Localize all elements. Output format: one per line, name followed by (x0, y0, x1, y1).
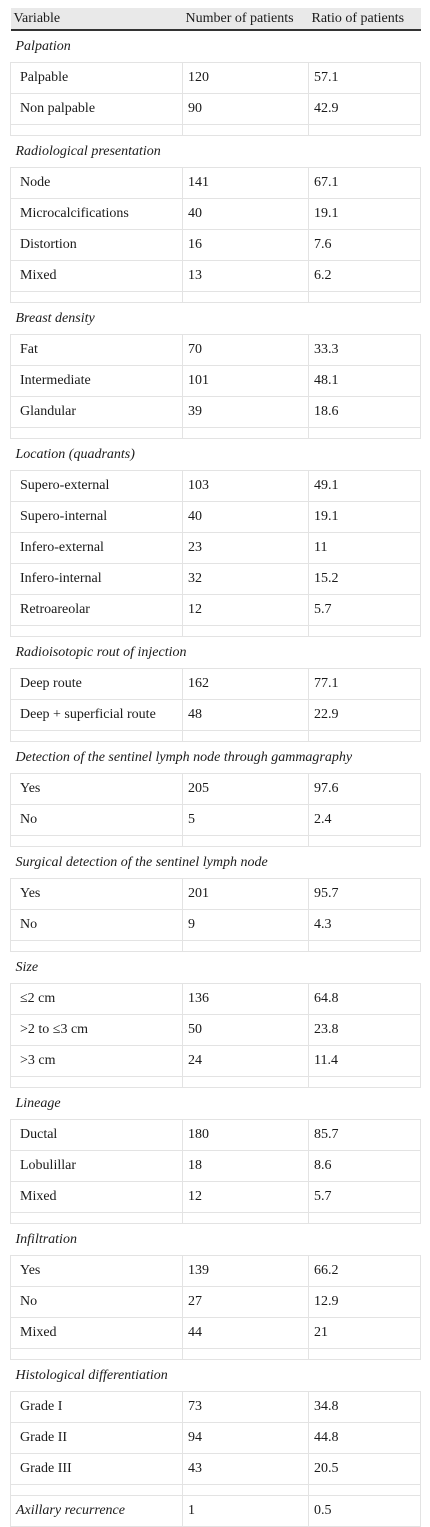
row-label: Node (11, 168, 183, 199)
row-ratio-of-patients: 49.1 (309, 471, 421, 502)
header-ratio-of-patients: Ratio of patients (309, 8, 421, 30)
row-label: ≤2 cm (11, 984, 183, 1015)
row-ratio-of-patients: 21 (309, 1318, 421, 1349)
table-row (11, 63, 421, 94)
table-row (11, 1256, 421, 1287)
table-row (11, 1287, 421, 1318)
row-label: Lobulillar (11, 1151, 183, 1182)
row-ratio-of-patients: 85.7 (309, 1120, 421, 1151)
row-label: Infero-external (11, 533, 183, 564)
row-ratio-of-patients: 42.9 (309, 94, 421, 125)
patient-characteristics-table (10, 8, 421, 1527)
row-number-of-patients: 101 (183, 366, 309, 397)
row-number-of-patients: 16 (183, 230, 309, 261)
group-title: Infiltration (11, 1224, 421, 1256)
row-ratio-of-patients: 20.5 (309, 1454, 421, 1485)
table-row (11, 502, 421, 533)
row-number-of-patients: 180 (183, 1120, 309, 1151)
row-number-of-patients: 48 (183, 700, 309, 731)
group-title: Radioisotopic rout of injection (11, 637, 421, 669)
row-ratio-of-patients: 8.6 (309, 1151, 421, 1182)
row-number-of-patients: 27 (183, 1287, 309, 1318)
spacer-cell (11, 125, 183, 136)
table-row (11, 335, 421, 366)
row-ratio-of-patients: 44.8 (309, 1423, 421, 1454)
row-ratio-of-patients: 11.4 (309, 1046, 421, 1077)
row-ratio-of-patients: 67.1 (309, 168, 421, 199)
group-heading-row (11, 742, 421, 774)
spacer-cell (183, 836, 309, 847)
table-row (11, 168, 421, 199)
row-label: Mixed (11, 261, 183, 292)
spacer-cell (11, 1485, 183, 1496)
row-number-of-patients: 13 (183, 261, 309, 292)
row-ratio-of-patients: 4.3 (309, 910, 421, 941)
row-number-of-patients: 90 (183, 94, 309, 125)
row-number-of-patients: 73 (183, 1392, 309, 1423)
table-row (11, 1015, 421, 1046)
row-label: Yes (11, 1256, 183, 1287)
table-row (11, 774, 421, 805)
row-ratio-of-patients: 48.1 (309, 366, 421, 397)
spacer-cell (309, 626, 421, 637)
spacer-cell (309, 428, 421, 439)
row-ratio-of-patients: 66.2 (309, 1256, 421, 1287)
row-label: Microcalcifications (11, 199, 183, 230)
spacer-cell (11, 941, 183, 952)
row-number-of-patients: 32 (183, 564, 309, 595)
row-label: Ductal (11, 1120, 183, 1151)
row-label: Grade I (11, 1392, 183, 1423)
row-number-of-patients: 5 (183, 805, 309, 836)
table-row (11, 1454, 421, 1485)
row-label: Supero-external (11, 471, 183, 502)
table-row (11, 1151, 421, 1182)
row-number-of-patients: 39 (183, 397, 309, 428)
row-ratio-of-patients: 33.3 (309, 335, 421, 366)
table-row (11, 805, 421, 836)
row-label: Glandular (11, 397, 183, 428)
row-label: Distortion (11, 230, 183, 261)
table-row (11, 230, 421, 261)
group-spacer-row (11, 941, 421, 952)
spacer-cell (11, 1213, 183, 1224)
row-ratio-of-patients: 5.7 (309, 595, 421, 626)
group-title: Radiological presentation (11, 136, 421, 168)
row-ratio-of-patients: 97.6 (309, 774, 421, 805)
spacer-cell (309, 1213, 421, 1224)
table-row (11, 366, 421, 397)
spacer-cell (11, 731, 183, 742)
table-row (11, 1318, 421, 1349)
group-title: Size (11, 952, 421, 984)
row-ratio-of-patients: 11 (309, 533, 421, 564)
row-label: >3 cm (11, 1046, 183, 1077)
row-ratio-of-patients: 19.1 (309, 502, 421, 533)
spacer-cell (309, 941, 421, 952)
group-heading-row (11, 439, 421, 471)
table-row (11, 1423, 421, 1454)
table-row (11, 261, 421, 292)
row-ratio-of-patients: 7.6 (309, 230, 421, 261)
table-row (11, 669, 421, 700)
group-spacer-row (11, 626, 421, 637)
table-row (11, 879, 421, 910)
table-row (11, 199, 421, 230)
group-title: Histological differentiation (11, 1360, 421, 1392)
row-label: No (11, 1287, 183, 1318)
group-title: Lineage (11, 1088, 421, 1120)
row-label: Grade II (11, 1423, 183, 1454)
group-spacer-row (11, 1349, 421, 1360)
spacer-cell (11, 1077, 183, 1088)
row-number-of-patients: 18 (183, 1151, 309, 1182)
row-label: Non palpable (11, 94, 183, 125)
final-row-ratio-of-patients: 0.5 (309, 1496, 421, 1527)
group-heading-row (11, 136, 421, 168)
row-ratio-of-patients: 12.9 (309, 1287, 421, 1318)
spacer-cell (309, 292, 421, 303)
spacer-cell (309, 125, 421, 136)
table-row (11, 1120, 421, 1151)
row-number-of-patients: 201 (183, 879, 309, 910)
group-title: Location (quadrants) (11, 439, 421, 471)
row-ratio-of-patients: 64.8 (309, 984, 421, 1015)
row-ratio-of-patients: 2.4 (309, 805, 421, 836)
group-heading-row (11, 847, 421, 879)
row-label: Fat (11, 335, 183, 366)
group-title: Breast density (11, 303, 421, 335)
row-number-of-patients: 44 (183, 1318, 309, 1349)
group-spacer-row (11, 731, 421, 742)
group-heading-row (11, 952, 421, 984)
table-row (11, 564, 421, 595)
spacer-cell (183, 626, 309, 637)
row-label: Yes (11, 774, 183, 805)
table-row (11, 1392, 421, 1423)
spacer-cell (11, 292, 183, 303)
row-number-of-patients: 12 (183, 595, 309, 626)
row-label: Retroareolar (11, 595, 183, 626)
group-spacer-row (11, 836, 421, 847)
row-ratio-of-patients: 57.1 (309, 63, 421, 94)
spacer-cell (309, 836, 421, 847)
final-row-number-of-patients: 1 (183, 1496, 309, 1527)
row-number-of-patients: 9 (183, 910, 309, 941)
row-label: >2 to ≤3 cm (11, 1015, 183, 1046)
group-spacer-row (11, 125, 421, 136)
group-spacer-row (11, 1485, 421, 1496)
spacer-cell (183, 941, 309, 952)
group-heading-row (11, 303, 421, 335)
row-label: Mixed (11, 1318, 183, 1349)
table-row (11, 1046, 421, 1077)
spacer-cell (183, 292, 309, 303)
row-ratio-of-patients: 15.2 (309, 564, 421, 595)
spacer-cell (183, 1485, 309, 1496)
table-row (11, 94, 421, 125)
row-number-of-patients: 40 (183, 199, 309, 230)
group-spacer-row (11, 1213, 421, 1224)
table-row (11, 984, 421, 1015)
row-number-of-patients: 50 (183, 1015, 309, 1046)
row-number-of-patients: 103 (183, 471, 309, 502)
spacer-cell (11, 626, 183, 637)
row-ratio-of-patients: 95.7 (309, 879, 421, 910)
group-heading-row (11, 30, 421, 63)
group-spacer-row (11, 428, 421, 439)
group-heading-row (11, 1360, 421, 1392)
table-body (11, 30, 421, 1527)
row-ratio-of-patients: 34.8 (309, 1392, 421, 1423)
row-number-of-patients: 40 (183, 502, 309, 533)
header-number-of-patients: Number of patients (183, 8, 309, 30)
table-row (11, 397, 421, 428)
group-title: Detection of the sentinel lymph node through gammagraphy (11, 742, 421, 774)
spacer-cell (309, 1485, 421, 1496)
row-ratio-of-patients: 23.8 (309, 1015, 421, 1046)
row-number-of-patients: 139 (183, 1256, 309, 1287)
row-ratio-of-patients: 5.7 (309, 1182, 421, 1213)
final-row-label: Axillary recurrence (11, 1496, 183, 1527)
axillary-recurrence-row (11, 1496, 421, 1527)
group-heading-row (11, 1088, 421, 1120)
spacer-cell (309, 731, 421, 742)
row-number-of-patients: 205 (183, 774, 309, 805)
row-number-of-patients: 141 (183, 168, 309, 199)
row-number-of-patients: 94 (183, 1423, 309, 1454)
row-number-of-patients: 24 (183, 1046, 309, 1077)
row-ratio-of-patients: 77.1 (309, 669, 421, 700)
row-label: Deep route (11, 669, 183, 700)
spacer-cell (183, 1213, 309, 1224)
row-label: Intermediate (11, 366, 183, 397)
table-row (11, 471, 421, 502)
row-number-of-patients: 12 (183, 1182, 309, 1213)
row-ratio-of-patients: 22.9 (309, 700, 421, 731)
spacer-cell (11, 836, 183, 847)
row-number-of-patients: 136 (183, 984, 309, 1015)
row-number-of-patients: 43 (183, 1454, 309, 1485)
header-variable: Variable (11, 8, 183, 30)
row-number-of-patients: 162 (183, 669, 309, 700)
spacer-cell (309, 1349, 421, 1360)
row-ratio-of-patients: 19.1 (309, 199, 421, 230)
row-label: Supero-internal (11, 502, 183, 533)
row-label: No (11, 910, 183, 941)
row-label: Mixed (11, 1182, 183, 1213)
table-row (11, 595, 421, 626)
header-row (11, 8, 421, 30)
row-label: No (11, 805, 183, 836)
spacer-cell (183, 125, 309, 136)
spacer-cell (183, 428, 309, 439)
group-title: Palpation (15, 38, 71, 54)
row-label: Grade III (11, 1454, 183, 1485)
row-label: Infero-internal (11, 564, 183, 595)
row-number-of-patients: 23 (183, 533, 309, 564)
group-title: Surgical detection of the sentinel lymph node (11, 847, 421, 879)
spacer-cell (183, 1349, 309, 1360)
spacer-cell (183, 1077, 309, 1088)
table-row (11, 910, 421, 941)
row-ratio-of-patients: 18.6 (309, 397, 421, 428)
row-label: Deep + superficial route (11, 700, 183, 731)
table-row (11, 700, 421, 731)
group-spacer-row (11, 1077, 421, 1088)
group-spacer-row (11, 292, 421, 303)
spacer-cell (11, 428, 183, 439)
group-heading-row (11, 1224, 421, 1256)
spacer-cell (183, 731, 309, 742)
row-label: Palpable (11, 63, 183, 94)
table-row (11, 1182, 421, 1213)
row-label: Yes (11, 879, 183, 910)
spacer-cell (309, 1077, 421, 1088)
row-number-of-patients: 70 (183, 335, 309, 366)
row-ratio-of-patients: 6.2 (309, 261, 421, 292)
row-number-of-patients: 120 (183, 63, 309, 94)
spacer-cell (11, 1349, 183, 1360)
table-row (11, 533, 421, 564)
group-heading-row (11, 637, 421, 669)
